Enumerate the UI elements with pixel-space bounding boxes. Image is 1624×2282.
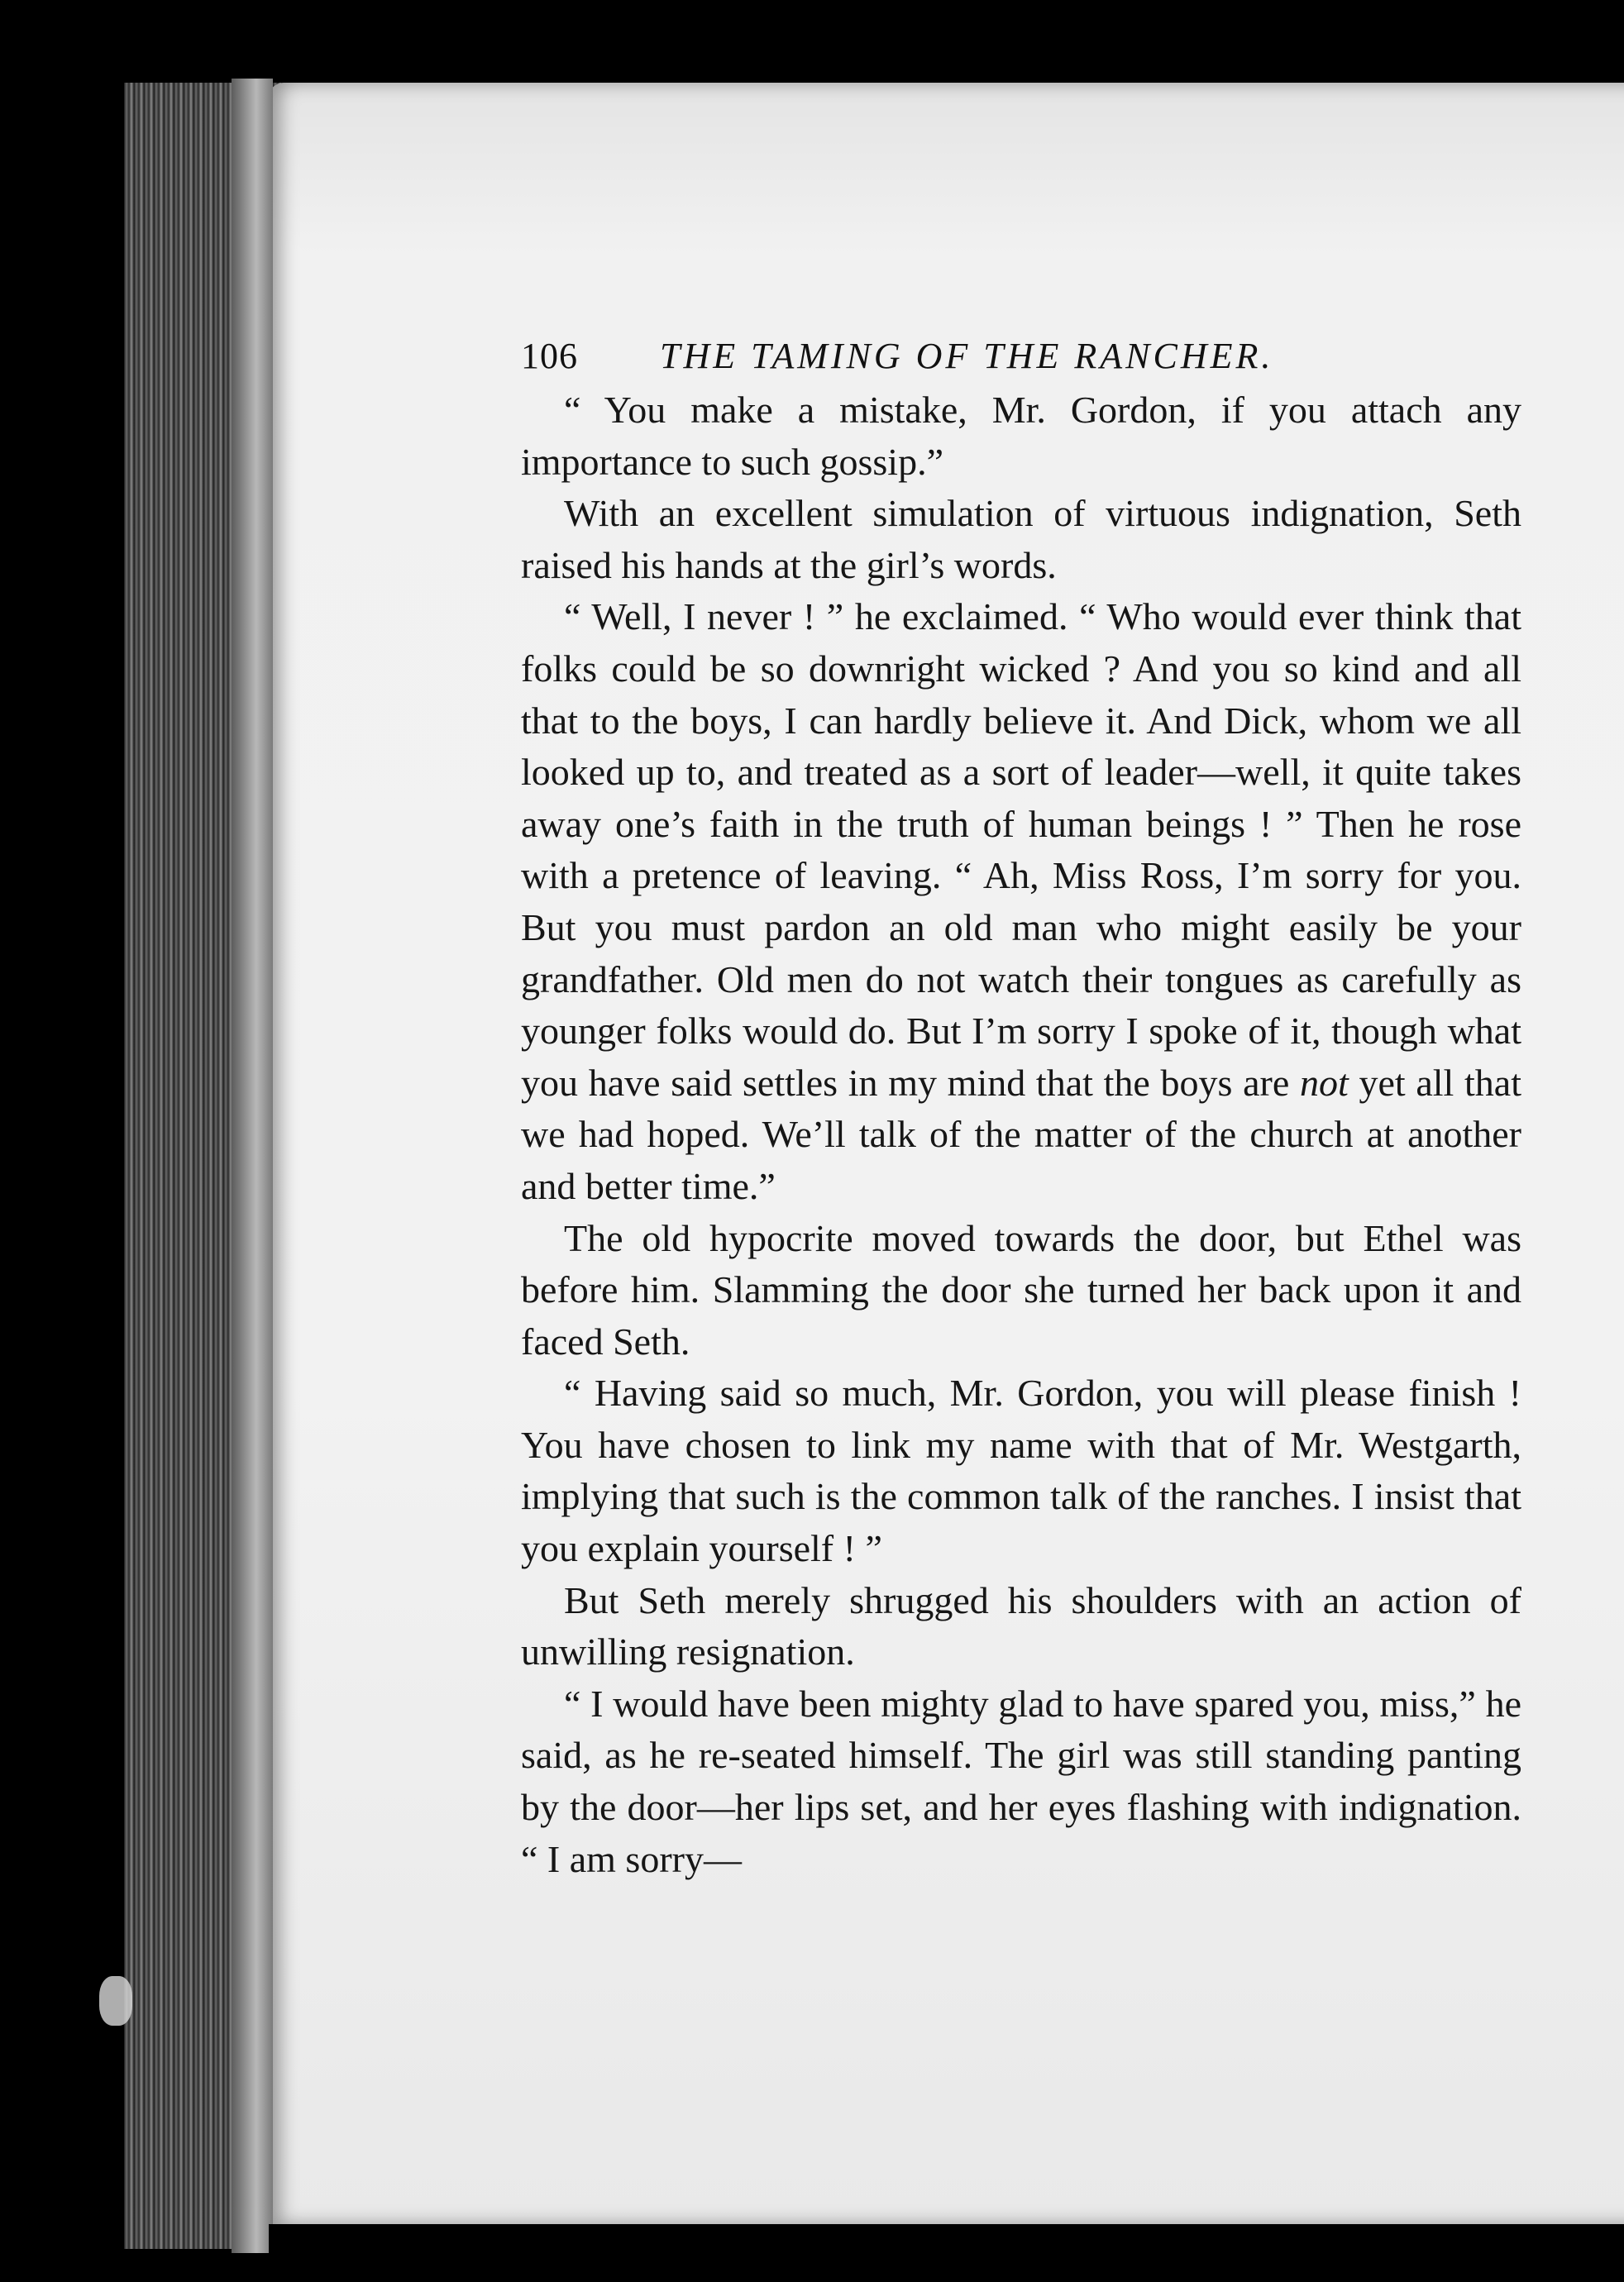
scan-artifact xyxy=(99,1976,132,2026)
page-number: 106 xyxy=(521,336,578,376)
paragraph: But Seth merely shrugged his shoulders with an action of unwilling resignation. xyxy=(521,1578,1521,1673)
paragraph xyxy=(521,591,1521,1212)
emphasized-word: not xyxy=(1299,1061,1349,1104)
paragraph: The old hypocrite moved towards the door, but Ethel was before him. Slamming the door she turned her back upon it and faced Seth. xyxy=(521,1216,1521,1363)
paragraph: With an excellent simulation of virtuous indignation, Seth raised his hands at the girl’s words. xyxy=(521,492,1521,586)
running-title: THE TAMING OF THE RANCHER. xyxy=(660,336,1274,376)
page-header xyxy=(521,327,1521,384)
paragraph: “ Having said so much, Mr. Gordon, you will please finish ! You have chosen to link my name with that of Mr. Westgarth, implying that such is the common talk of the ranches. I insist that you explain yourself ! ” xyxy=(521,1372,1521,1570)
page-edge-highlight xyxy=(232,79,273,2253)
paragraph: “ You make a mistake, Mr. Gordon, if you attach any importance to such gossip.” xyxy=(521,389,1521,483)
text-block xyxy=(521,327,1521,1885)
scan-bottom-border xyxy=(269,2224,1624,2282)
paragraph-text: yet all that we had hoped. We’ll talk of the matter of the church at another and better time.” xyxy=(521,1061,1522,1207)
body-text xyxy=(521,384,1521,1885)
paragraph: “ I would have been mighty glad to have spared you, miss,” he said, as he re-seated himself. The girl was still standing panting by the door—her lips set, and her eyes flashing with indignation. “ I am sorry— xyxy=(521,1682,1521,1880)
paragraph-text: “ Well, I never ! ” he exclaimed. “ Who would ever think that folks could be so downright wicked ? And you so kind and all that to the boys, I can hardly believe it. And Dick, whom we all looked up to, and treated as a sort of leader—well, it quite takes away one’s faith in the truth of human beings ! ” Then he rose with a pretence of leaving. “ Ah, Miss Ross, I’m sorry for you. But you must pardon an old man who might easily be your grandfather. Old men do not watch their tongues as carefully as younger folks would do. But I’m sorry I spoke of it, though what you have said settles in my mind that the boys are xyxy=(521,595,1521,1104)
